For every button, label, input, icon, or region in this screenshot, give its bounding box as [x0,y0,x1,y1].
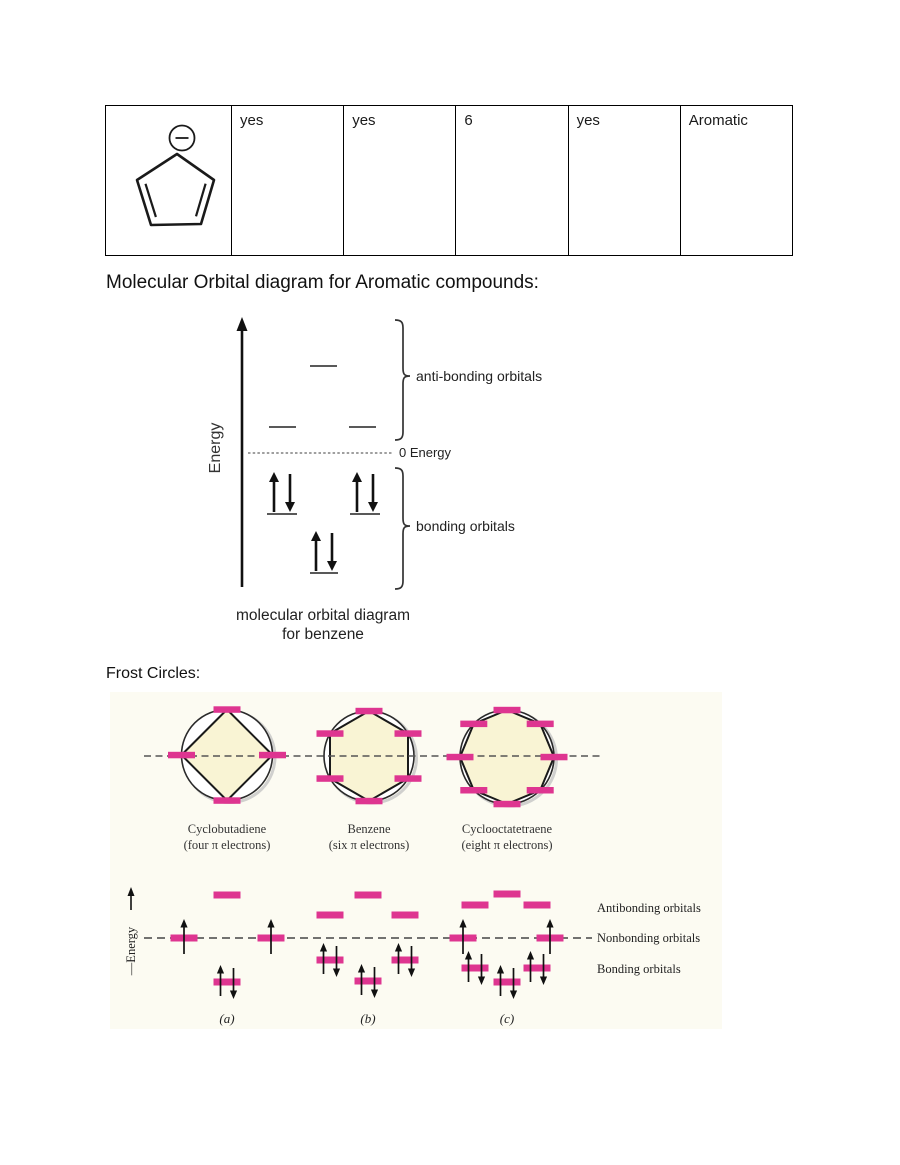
frost-energy-axis-label: —Energy [124,926,138,976]
minus-charge-icon [170,126,195,151]
pentagon-ring [137,154,214,225]
molecule-electrons: (six π electrons) [328,838,410,852]
antibonding-label: anti-bonding orbitals [416,368,543,384]
nonbonding-orbitals-label: Nonbonding orbitals [597,931,701,945]
molecule-name: Benzene [347,822,391,836]
table-cell: yes [568,106,680,256]
energy-axis-label: Energy [207,422,224,474]
mo-diagram-benzene [195,312,595,657]
panel-label-c: (c) [499,1011,515,1026]
table-cell: 6 [456,106,568,256]
molecule-electrons: (four π electrons) [183,838,271,852]
frost-section-heading: Frost Circles: [106,665,201,682]
antibonding-orbitals-label: Antibonding orbitals [597,901,701,915]
mo-section-heading: Molecular Orbital diagram for Aromatic compounds: [106,272,539,293]
mo-caption-line2: for benzene [282,626,364,643]
mo-caption-line1: molecular orbital diagram [235,607,411,624]
panel-labels [219,1011,514,1026]
panel-label-a: (a) [219,1011,235,1026]
molecule-electrons: (eight π electrons) [461,838,553,852]
structure-cell [106,106,232,256]
energy-axis-arrow-icon [237,317,248,587]
bonding-label: bonding orbitals [416,518,515,534]
level-labels [597,901,701,976]
antibonding-brace [395,320,410,440]
bonding-brace [395,468,410,589]
table-cell: yes [232,106,344,256]
orbital-levels [267,366,380,573]
cyclopentadienyl-anion-structure [114,112,229,250]
aromaticity-table [105,105,793,256]
electron-arrows-levels [180,919,553,999]
table-cell: yes [344,106,456,256]
zero-energy-label: 0 Energy [399,445,452,460]
bonding-orbitals-label: Bonding orbitals [597,962,681,976]
table-cell: Aromatic [680,106,792,256]
molecule-labels [184,822,553,852]
frost-circles-figure [110,692,722,1029]
table-row [106,106,793,256]
molecule-name: Cyclooctatetraene [461,822,553,836]
molecule-name: Cyclobutadiene [187,822,267,836]
energy-axis-arrow-icon [128,887,135,910]
electron-pair-arrows [269,472,378,571]
panel-label-b: (b) [360,1011,376,1026]
